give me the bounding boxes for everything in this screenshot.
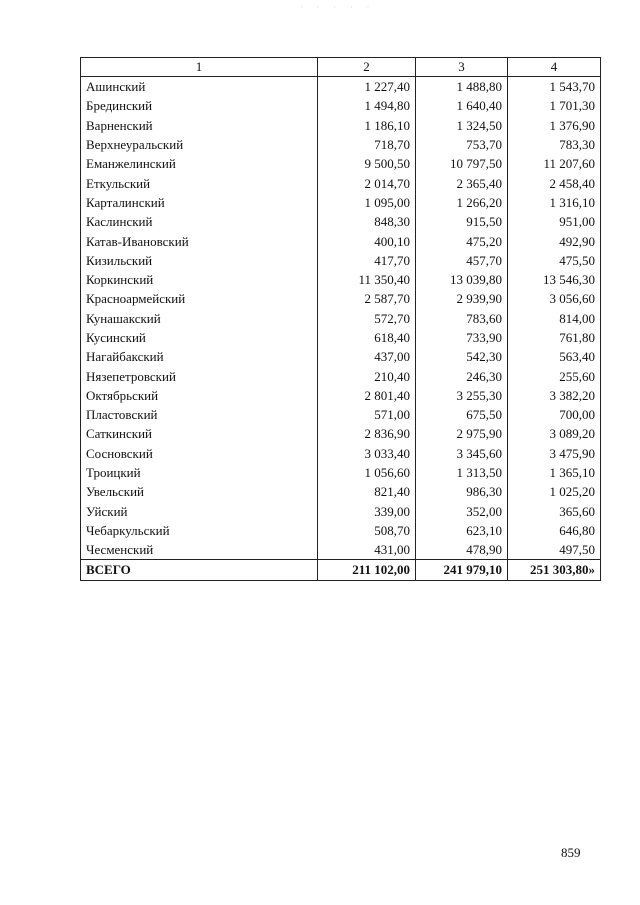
district-name: Октябрьский — [81, 386, 318, 405]
district-name: Еткульский — [81, 173, 318, 192]
page-number: 859 — [561, 845, 581, 860]
value-col-3: 733,90 — [416, 328, 508, 347]
scan-artifact: · · · · · — [300, 3, 376, 12]
value-col-3: 13 039,80 — [416, 270, 508, 289]
value-col-4: 13 546,30 — [508, 270, 601, 289]
value-col-3: 1 640,40 — [416, 96, 508, 115]
table-row — [81, 347, 601, 366]
district-name: Карталинский — [81, 193, 318, 212]
table-row — [81, 444, 601, 463]
table-row — [81, 386, 601, 405]
table-row — [81, 405, 601, 424]
value-col-4: 1 376,90 — [508, 116, 601, 135]
value-col-2: 2 836,90 — [318, 424, 416, 443]
value-col-2: 437,00 — [318, 347, 416, 366]
value-col-4: 1 025,20 — [508, 482, 601, 501]
table-row — [81, 96, 601, 115]
table-row — [81, 309, 601, 328]
value-col-3: 1 324,50 — [416, 116, 508, 135]
value-col-3: 2 365,40 — [416, 173, 508, 192]
table-body — [81, 77, 601, 560]
value-col-4: 3 382,20 — [508, 386, 601, 405]
value-col-2: 821,40 — [318, 482, 416, 501]
table-row — [81, 463, 601, 482]
table-row — [81, 270, 601, 289]
value-col-4: 255,60 — [508, 366, 601, 385]
value-col-4: 497,50 — [508, 540, 601, 560]
value-col-4: 492,90 — [508, 231, 601, 250]
column-header-2: 2 — [318, 58, 416, 77]
district-name: Троицкий — [81, 463, 318, 482]
district-name: Чебаркульский — [81, 521, 318, 540]
value-col-2: 210,40 — [318, 366, 416, 385]
value-col-4: 761,80 — [508, 328, 601, 347]
value-col-4: 3 056,60 — [508, 289, 601, 308]
value-col-4: 1 365,10 — [508, 463, 601, 482]
value-col-3: 246,30 — [416, 366, 508, 385]
district-name: Кунашакский — [81, 309, 318, 328]
budget-table — [80, 57, 601, 581]
district-name: Нагайбакский — [81, 347, 318, 366]
table-row — [81, 289, 601, 308]
value-col-3: 457,70 — [416, 251, 508, 270]
value-col-3: 478,90 — [416, 540, 508, 560]
value-col-4: 365,60 — [508, 502, 601, 521]
table-header — [81, 58, 601, 77]
table-row — [81, 212, 601, 231]
table-row — [81, 521, 601, 540]
table-row — [81, 424, 601, 443]
value-col-2: 9 500,50 — [318, 154, 416, 173]
district-name: Верхнеуральский — [81, 135, 318, 154]
total-col-3: 241 979,10 — [416, 560, 508, 581]
table-row — [81, 173, 601, 192]
district-name: Увельский — [81, 482, 318, 501]
value-col-3: 3 255,30 — [416, 386, 508, 405]
district-name: Брединский — [81, 96, 318, 115]
total-label: ВСЕГО — [81, 560, 318, 581]
table-row — [81, 366, 601, 385]
value-col-4: 563,40 — [508, 347, 601, 366]
value-col-2: 417,70 — [318, 251, 416, 270]
district-name: Катав-Ивановский — [81, 231, 318, 250]
table-row — [81, 77, 601, 97]
value-col-4: 814,00 — [508, 309, 601, 328]
district-name: Красноармейский — [81, 289, 318, 308]
table-row — [81, 135, 601, 154]
district-name: Коркинский — [81, 270, 318, 289]
total-col-4: 251 303,80» — [508, 560, 601, 581]
total-row — [81, 560, 601, 581]
value-col-2: 1 056,60 — [318, 463, 416, 482]
value-col-4: 11 207,60 — [508, 154, 601, 173]
value-col-3: 352,00 — [416, 502, 508, 521]
value-col-2: 431,00 — [318, 540, 416, 560]
table-row — [81, 193, 601, 212]
value-col-3: 10 797,50 — [416, 154, 508, 173]
total-col-2: 211 102,00 — [318, 560, 416, 581]
value-col-4: 700,00 — [508, 405, 601, 424]
table-row — [81, 251, 601, 270]
value-col-4: 1 543,70 — [508, 77, 601, 97]
district-name: Уйский — [81, 502, 318, 521]
value-col-2: 1 494,80 — [318, 96, 416, 115]
district-name: Кусинский — [81, 328, 318, 347]
district-name: Ашинский — [81, 77, 318, 97]
value-col-2: 508,70 — [318, 521, 416, 540]
district-name: Нязепетровский — [81, 366, 318, 385]
value-col-4: 1 701,30 — [508, 96, 601, 115]
table-row — [81, 116, 601, 135]
district-name: Саткинский — [81, 424, 318, 443]
district-name: Варненский — [81, 116, 318, 135]
value-col-2: 11 350,40 — [318, 270, 416, 289]
value-col-3: 542,30 — [416, 347, 508, 366]
header-row — [81, 58, 601, 77]
value-col-3: 623,10 — [416, 521, 508, 540]
district-name: Кизильский — [81, 251, 318, 270]
column-header-3: 3 — [416, 58, 508, 77]
value-col-3: 915,50 — [416, 212, 508, 231]
value-col-3: 3 345,60 — [416, 444, 508, 463]
district-name: Каслинский — [81, 212, 318, 231]
value-col-2: 571,00 — [318, 405, 416, 424]
value-col-2: 1 227,40 — [318, 77, 416, 97]
district-name: Пластовский — [81, 405, 318, 424]
table-row — [81, 540, 601, 560]
value-col-3: 2 939,90 — [416, 289, 508, 308]
value-col-4: 783,30 — [508, 135, 601, 154]
value-col-4: 1 316,10 — [508, 193, 601, 212]
value-col-2: 2 014,70 — [318, 173, 416, 192]
value-col-3: 1 313,50 — [416, 463, 508, 482]
value-col-4: 3 475,90 — [508, 444, 601, 463]
value-col-3: 1 266,20 — [416, 193, 508, 212]
value-col-2: 2 587,70 — [318, 289, 416, 308]
table-row — [81, 231, 601, 250]
table-row — [81, 502, 601, 521]
value-col-4: 2 458,40 — [508, 173, 601, 192]
table-row — [81, 328, 601, 347]
value-col-2: 718,70 — [318, 135, 416, 154]
value-col-4: 951,00 — [508, 212, 601, 231]
table-row — [81, 154, 601, 173]
value-col-2: 339,00 — [318, 502, 416, 521]
table-row — [81, 482, 601, 501]
district-name: Сосновский — [81, 444, 318, 463]
value-col-4: 475,50 — [508, 251, 601, 270]
value-col-3: 1 488,80 — [416, 77, 508, 97]
value-col-2: 848,30 — [318, 212, 416, 231]
value-col-2: 400,10 — [318, 231, 416, 250]
value-col-2: 572,70 — [318, 309, 416, 328]
table-footer — [81, 560, 601, 581]
district-name: Чесменский — [81, 540, 318, 560]
value-col-3: 675,50 — [416, 405, 508, 424]
value-col-2: 2 801,40 — [318, 386, 416, 405]
value-col-2: 1 186,10 — [318, 116, 416, 135]
value-col-2: 3 033,40 — [318, 444, 416, 463]
value-col-3: 2 975,90 — [416, 424, 508, 443]
value-col-3: 783,60 — [416, 309, 508, 328]
value-col-2: 618,40 — [318, 328, 416, 347]
district-name: Еманжелинский — [81, 154, 318, 173]
value-col-3: 475,20 — [416, 231, 508, 250]
value-col-3: 753,70 — [416, 135, 508, 154]
column-header-4: 4 — [508, 58, 601, 77]
value-col-2: 1 095,00 — [318, 193, 416, 212]
column-header-1: 1 — [81, 58, 318, 77]
value-col-4: 646,80 — [508, 521, 601, 540]
value-col-3: 986,30 — [416, 482, 508, 501]
value-col-4: 3 089,20 — [508, 424, 601, 443]
